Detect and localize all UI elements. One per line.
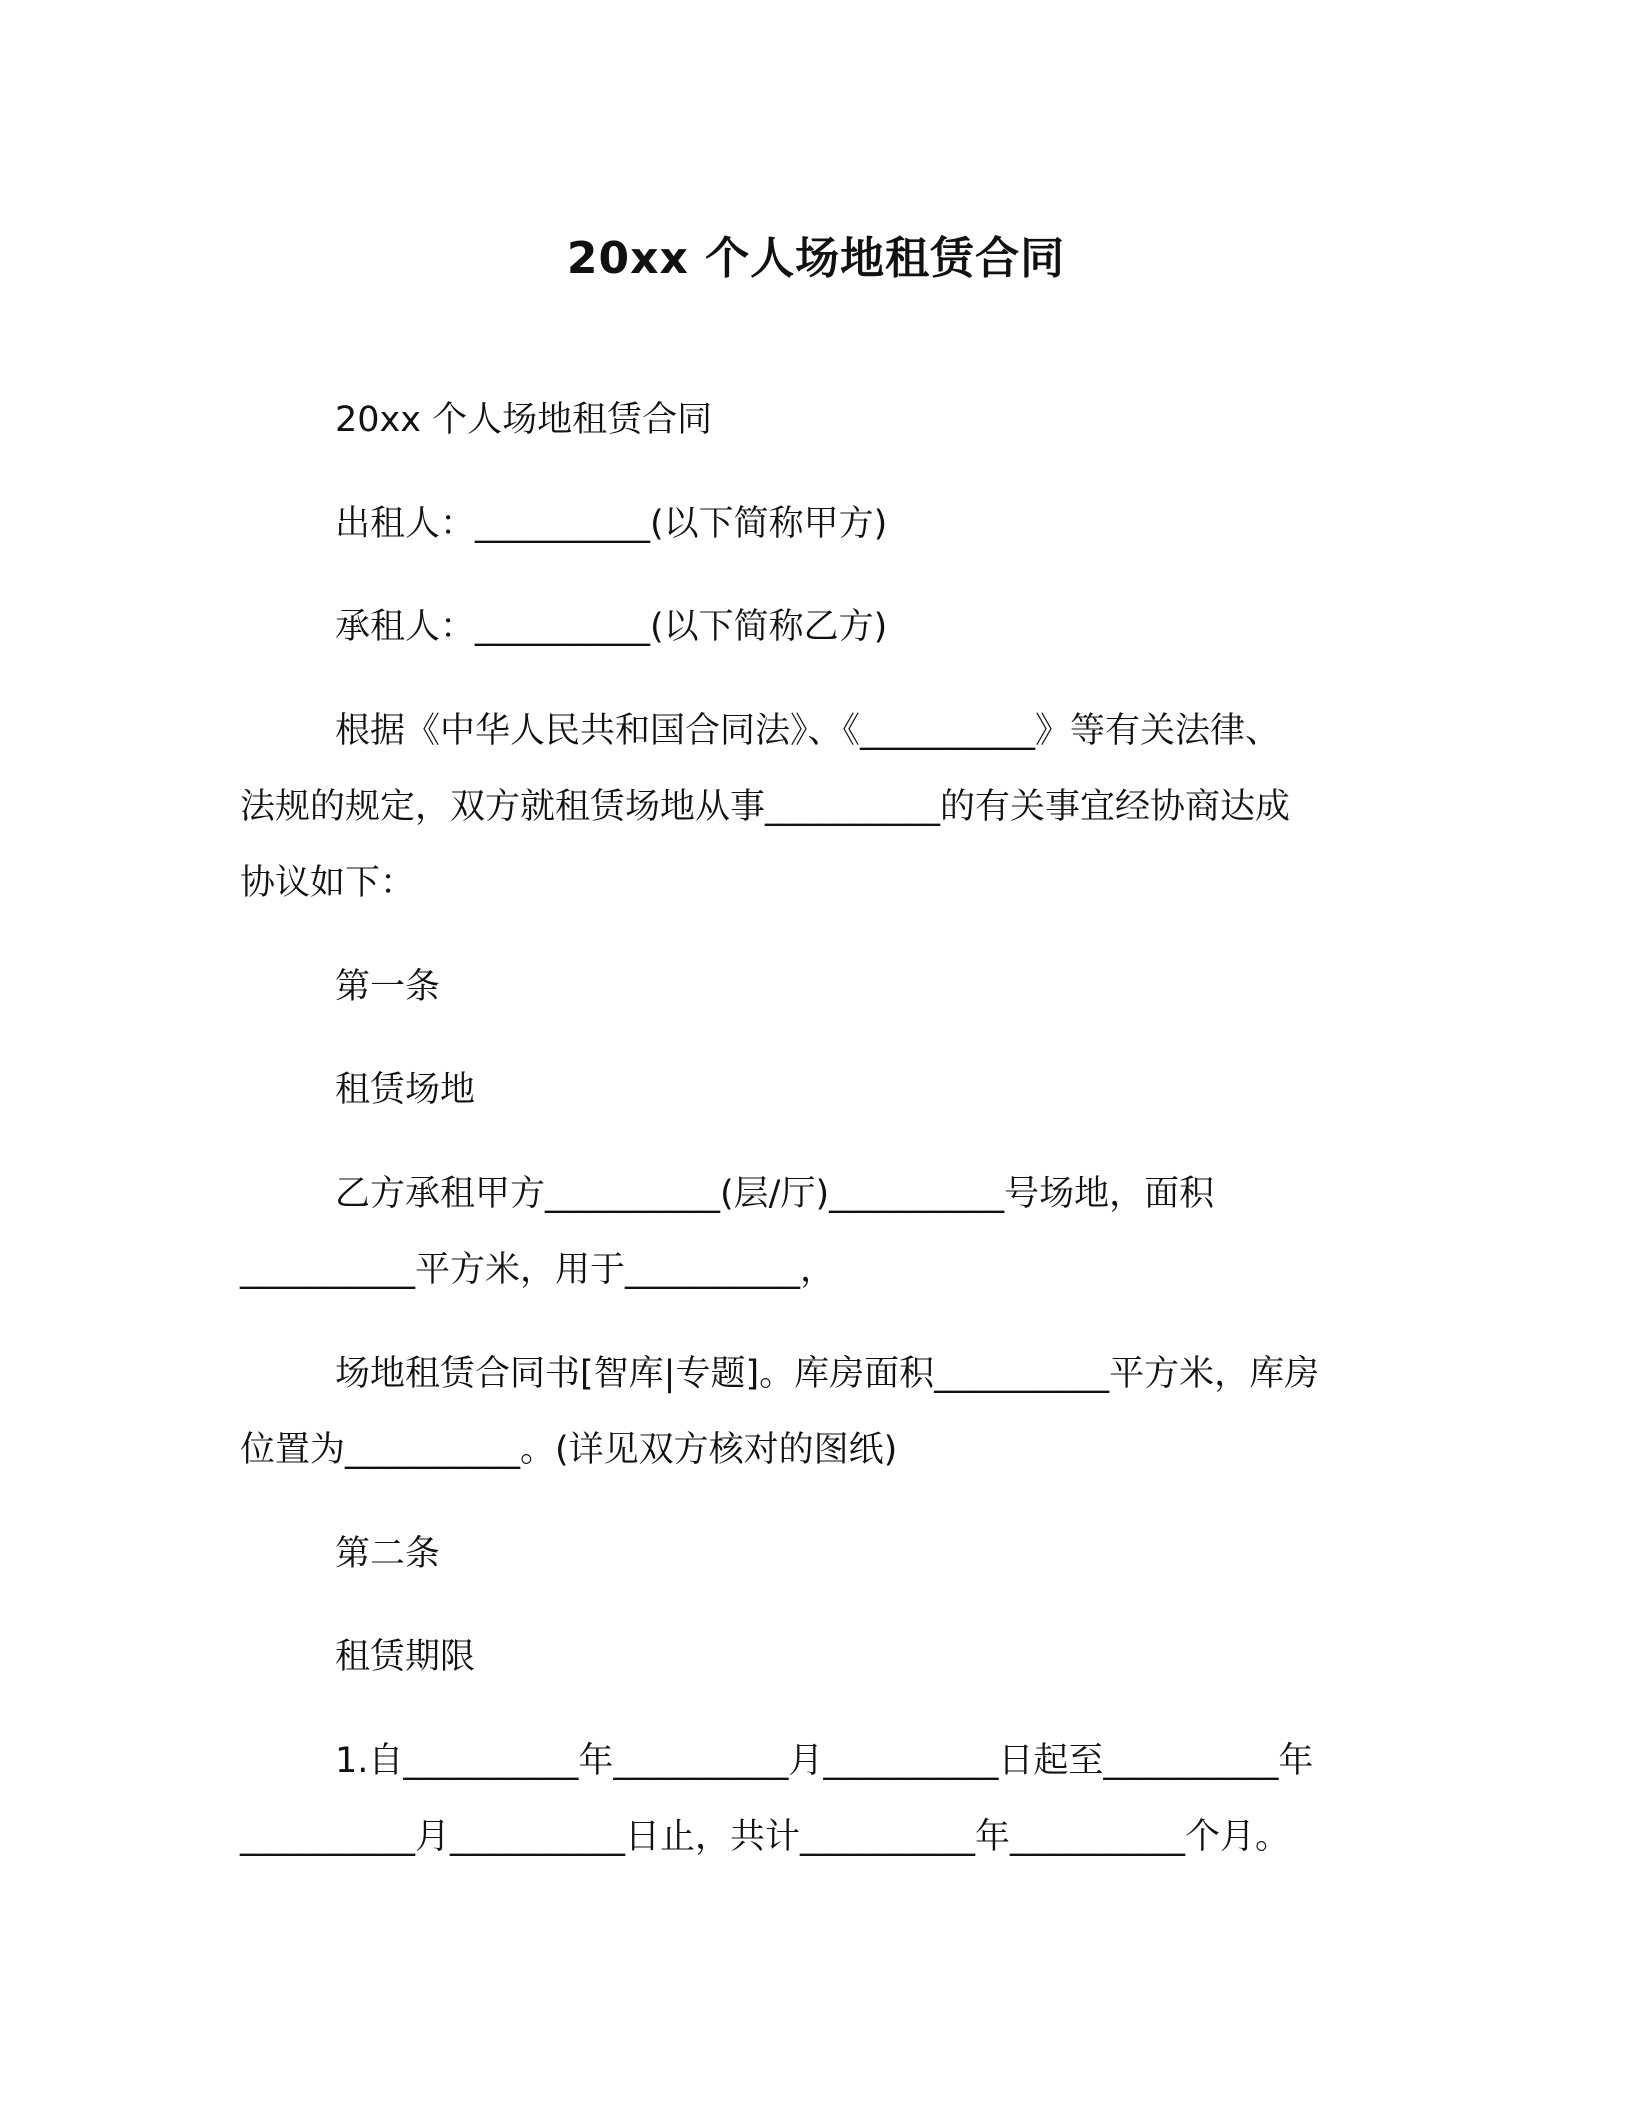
lessee-line: 承租人：__________(以下简称乙方) <box>335 607 888 647</box>
term-line-2: __________月__________日止，共计__________年__________个月。 <box>240 1817 1291 1857</box>
article-1-body-line-1: 乙方承租甲方__________(层/厅)__________号场地，面积 <box>335 1174 1215 1214</box>
article-2-title: 租赁期限 <box>335 1637 476 1677</box>
article-1-heading: 第一条 <box>335 967 441 1007</box>
preamble-line-2: 法规的规定，双方就租赁场地从事__________的有关事宜经协商达成 <box>240 787 1291 827</box>
article-1-body-line-2: __________平方米，用于__________， <box>240 1250 836 1290</box>
document-title: 20xx 个人场地租赁合同 <box>566 233 1066 284</box>
preamble-line-3: 协议如下： <box>240 863 416 903</box>
warehouse-line-2: 位置为__________。(详见双方核对的图纸) <box>240 1430 898 1470</box>
term-line-1: 1.自__________年__________月__________日起至__________年 <box>335 1741 1314 1781</box>
lessor-line: 出租人：__________(以下简称甲方) <box>335 504 888 544</box>
warehouse-line-1: 场地租赁合同书[智库|专题]。库房面积__________平方米，库房 <box>335 1354 1320 1394</box>
preamble-line-1: 根据《中华人民共和国合同法》、《__________》等有关法律、 <box>335 711 1281 751</box>
article-2-heading: 第二条 <box>335 1534 441 1574</box>
subtitle-line: 20xx 个人场地租赁合同 <box>335 400 713 440</box>
article-1-title: 租赁场地 <box>335 1070 476 1110</box>
